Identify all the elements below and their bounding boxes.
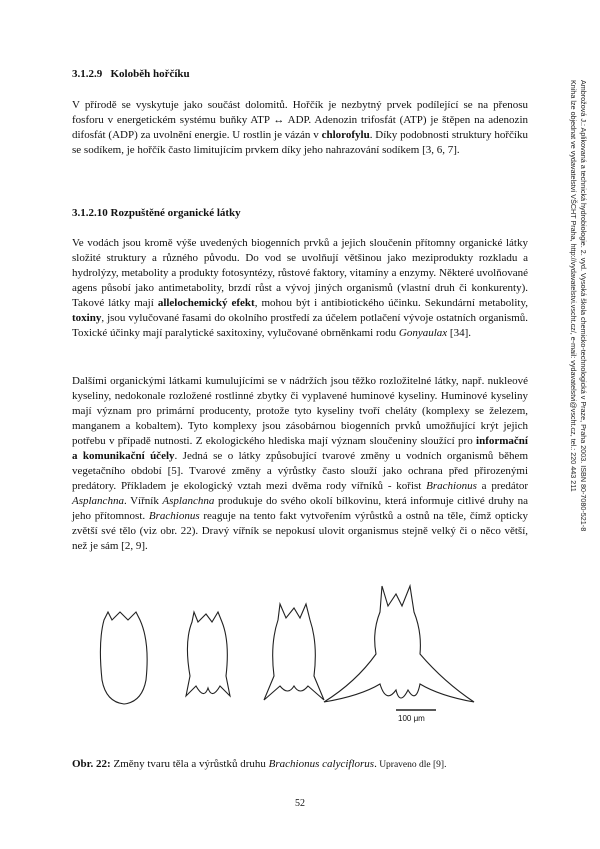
rotifer-shape-1 bbox=[100, 612, 147, 704]
caption-label: Obr. 22: bbox=[72, 758, 111, 770]
figure-caption: Obr. 22: Změny tvaru těla a výrůstků druhu Brachionus calyciflorus. Upraveno dle [9]. bbox=[72, 758, 447, 770]
paragraph-magnesium: V přírodě se vyskytuje jako součást dolomitů. Hořčík je nezbytný prvek podílející se na přenosu fosforu v energetickém systému buňky ATP ↔ ADP. Adenozin trifosfát (ATP) je štěpen na adenozin difosfát (ADP) za uvolnění energie. U rostlin je vázán v chlorofylu. Díky podobnosti struktury hořčíku se sodíkem, je hořčík často limitujícím prvkem díky jeho nahrazování sodíkem [3, 6, 7]. bbox=[72, 99, 528, 156]
caption-source: Upraveno dle [9]. bbox=[376, 760, 447, 770]
section-number: 3.1.2.9 bbox=[72, 68, 103, 80]
section-number: 3.1.2.10 bbox=[72, 207, 108, 219]
section-title: Koloběh hořčíku bbox=[110, 68, 190, 80]
sidebar-citation-line2: Kniha lze objednat ve vydavatelství VŠCHT Praha, http://vydavatelstvi.vscht.cz/, e-mail: vydavatelstvi@vscht.cz, tel.: 220 443 211 bbox=[569, 80, 578, 492]
paragraph-organic-1: Ve vodách jsou kromě výše uvedených biogenních prvků a jejich sloučenin přítomny organické látky složité struktury a různého původu. Do vod se uvolňují většinou jako meziprodukty rozkladu a hydrolýzy, metabolity a produkty fotosyntézy, růstové faktory, vitamíny a enzymy. Některé uvolňované agens působí jako antimetabolity, brzdí růst a vývoj jiných organismů (vlastní druh či konkurenty). Takové látky mají allelochemický efekt, mohou být i antibiotického účinku. Sekundární metabolity, toxiny, jsou vylučované řasami do okolního prostředí za účelem potlačení vývoje ostatních organismů. Toxické účinky mají paralytické saxitoxiny, vylučované obrněnkami rodu Gonyaulax [34]. bbox=[72, 237, 528, 339]
scale-bar-label: 100 μm bbox=[398, 714, 425, 723]
paragraph-organic-2: Dalšími organickými látkami kumulujícími se v nádržích jsou těžko rozložitelné látky, např. nukleové kyseliny, nedokonale rozložené rostlinné zbytky či vyplavené huminové kyseliny. Huminové kyseliny mají význam pro primární producenty, protože tyto kyseliny tvoří cheláty (komplexy se železem, manganem a kobaltem). Tyto komplexy jsou zásobárnou biogenních prvků umožňující krýt jejich potřebu v případě nutnosti. Z ekologického hlediska mají význam sloučeniny sloužící pro informační a komunikační účely. Jedná se o látky způsobující tvarové změny u vodních organismů během vegetačního období [5]. Tvarové změny a výrůstky často slouží jako ochrana před přirozenými predátory. Příkladem je ekologický vztah mezi dvěma rody vířníků - kořist Brachionus a predátor Asplanchna. Vířník Asplanchna produkuje do svého okolí bílkovinu, která informuje citlivé druhy na jeho přítomnost. Brachionus reaguje na tento fakt vytvořením výrůstků a ostnů na těle, čímž opticky zvětší své tělo (viz obr. 22). Dravý vířník se nepokusí ulovit organismus stejně velký či o něco větší, než je sám [2, 9]. bbox=[72, 375, 528, 552]
sidebar-citation bbox=[552, 80, 592, 660]
section-heading-organic bbox=[72, 207, 241, 219]
section-title: Rozpuštěné organické látky bbox=[110, 207, 241, 219]
figure-brachionus-shapes bbox=[80, 572, 520, 742]
rotifer-illustration bbox=[80, 572, 520, 742]
page-number: 52 bbox=[295, 798, 305, 809]
rotifer-shape-3 bbox=[264, 604, 324, 700]
caption-species: Brachionus calyciflorus bbox=[268, 758, 375, 770]
section-heading-magnesium bbox=[72, 68, 190, 80]
rotifer-shape-2 bbox=[186, 612, 230, 696]
sidebar-citation-line1: Ambrožová J.: Aplikovaná a technická hydrobiologie. 2. vyd. Vysoká škola chemicko-technologická v Praze, Praha 2003. ISBN 80-7080-521-8 bbox=[579, 80, 588, 532]
rotifer-shape-4 bbox=[324, 586, 474, 702]
